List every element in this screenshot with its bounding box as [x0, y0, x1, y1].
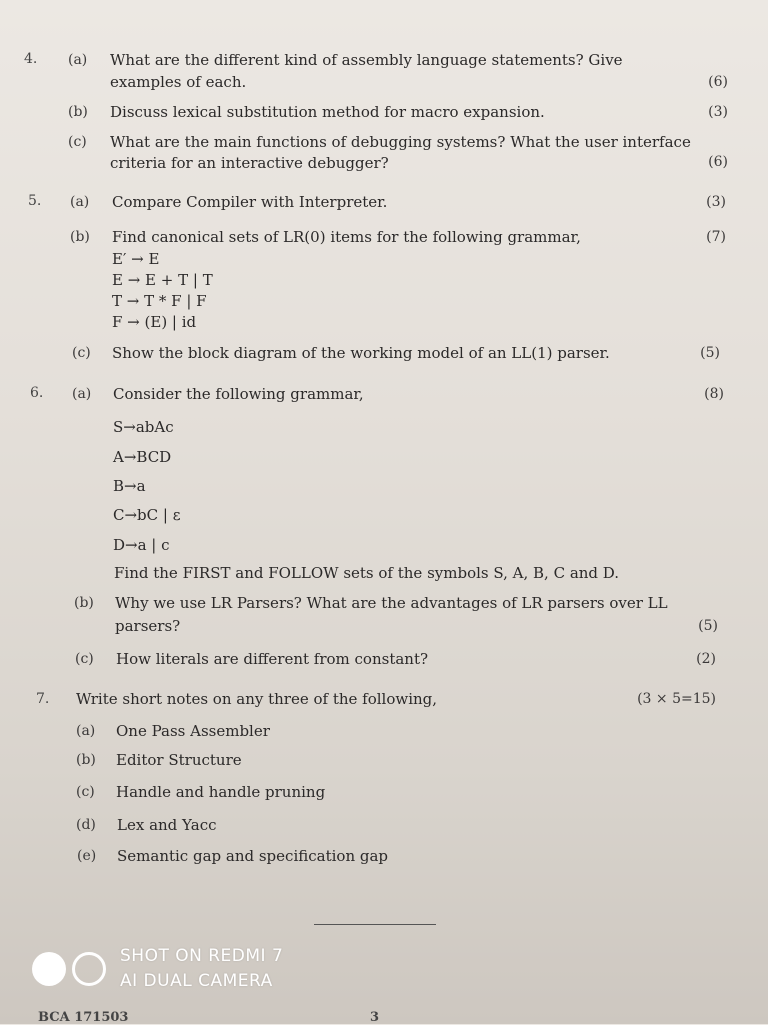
q4b-marks: (3): [708, 104, 728, 120]
q7-item-text: One Pass Assembler: [116, 722, 270, 740]
q5a-text: Compare Compiler with Interpreter.: [112, 193, 388, 211]
page-number: 3: [370, 1010, 380, 1025]
question-5-number: 5.: [28, 193, 42, 209]
course-code: BCA 171503: [38, 1010, 129, 1025]
q6a-text: Consider the following grammar,: [113, 385, 364, 403]
q4c-text-line2: criteria for an interactive debugger?: [110, 154, 389, 172]
q7-marks: (3 × 5=15): [637, 691, 716, 707]
q4c-text-line1: What are the main functions of debugging systems? What the user interface: [110, 133, 691, 151]
q5b-grammar-line: E → E + T | T: [112, 271, 213, 289]
q5a-marks: (3): [706, 194, 726, 210]
q4a-marks: (6): [708, 74, 728, 90]
q6b-label: (b): [74, 595, 94, 611]
q7-item-text: Semantic gap and specification gap: [117, 847, 389, 865]
q6a-grammar-line: D→a | c: [113, 536, 170, 554]
q6a-grammar-line: S→abAc: [113, 418, 174, 436]
q4a-text-line2: examples of each.: [110, 73, 247, 91]
q6a-grammar-line: B→a: [113, 477, 146, 495]
q6a-grammar-line: A→BCD: [113, 448, 172, 466]
q5b-grammar-line: T → T * F | F: [112, 292, 207, 310]
q7-item-text: Handle and handle pruning: [116, 783, 326, 801]
q6a-label: (a): [72, 386, 92, 402]
q5b-text: Find canonical sets of LR(0) items for the following grammar,: [112, 228, 581, 246]
q4c-label: (c): [68, 134, 87, 150]
question-7-number: 7.: [36, 691, 50, 707]
q4b-text: Discuss lexical substitution method for macro expansion.: [110, 103, 545, 121]
q5c-text: Show the block diagram of the working model of an LL(1) parser.: [112, 344, 610, 362]
camera-lens-ring-icon: [72, 952, 106, 986]
camera-lens-filled-icon: [32, 952, 66, 986]
q4c-marks: (6): [708, 154, 728, 170]
q6c-text: How literals are different from constant?: [116, 650, 429, 668]
q5c-label: (c): [72, 345, 91, 361]
q4b-label: (b): [68, 104, 88, 120]
watermark-line2: AI DUAL CAMERA: [120, 971, 273, 991]
q7-item-label: (a): [76, 723, 96, 739]
q6b-text-line1: Why we use LR Parsers? What are the advantages of LR parsers over LL: [115, 594, 668, 612]
q7-item-text: Lex and Yacc: [117, 816, 217, 834]
q6a-grammar-line: C→bC | ε: [113, 506, 181, 524]
q7-item-text: Editor Structure: [116, 751, 242, 769]
q6b-text-line2: parsers?: [115, 617, 181, 635]
q6c-label: (c): [75, 651, 94, 667]
q7-item-label: (c): [76, 784, 95, 800]
q4a-text-line1: What are the different kind of assembly language statements? Give: [110, 51, 623, 69]
q5a-label: (a): [70, 194, 90, 210]
q6b-marks: (5): [698, 618, 718, 634]
q6c-marks: (2): [696, 651, 716, 667]
q4a-label: (a): [68, 52, 88, 68]
q6a-find-instruction: Find the FIRST and FOLLOW sets of the symbols S, A, B, C and D.: [114, 564, 620, 582]
end-divider: [314, 924, 436, 925]
q6a-marks: (8): [704, 386, 724, 402]
q7-item-label: (e): [77, 848, 97, 864]
q7-text: Write short notes on any three of the following,: [76, 690, 438, 708]
q5c-marks: (5): [700, 345, 720, 361]
question-6-number: 6.: [30, 385, 44, 401]
q7-item-label: (b): [76, 752, 96, 768]
camera-watermark: [32, 944, 283, 994]
question-4-number: 4.: [24, 51, 38, 67]
q5b-label: (b): [70, 229, 90, 245]
q7-item-label: (d): [76, 817, 96, 833]
watermark-line1: SHOT ON REDMI 7: [120, 946, 284, 966]
q5b-grammar-line: E′ → E: [112, 250, 160, 268]
q5b-grammar-line: F → (E) | id: [112, 313, 197, 331]
q5b-marks: (7): [706, 229, 726, 245]
